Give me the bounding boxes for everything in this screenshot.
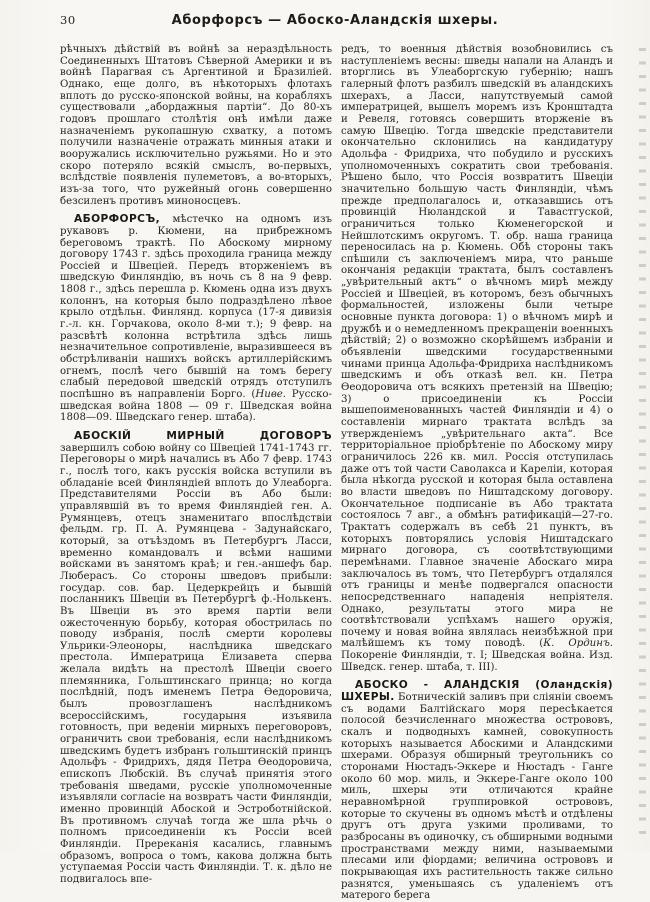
right-column bbox=[341, 44, 613, 902]
entry-headword: АБОСКО - АЛАНДСКІЯ (Оландскія) ШХЕРЫ. bbox=[341, 679, 613, 704]
citation-author: Ниве. bbox=[255, 389, 287, 401]
continuation-paragraph bbox=[341, 44, 613, 673]
entry-headword: АБОРФОРСЪ, bbox=[74, 213, 161, 226]
entry-aborfors bbox=[60, 214, 332, 424]
page-number: 30 bbox=[60, 13, 76, 27]
body-text: редъ, то военныя дѣйствія возобновились съ наступленіемъ весны: шведы напали на Аландъ и вторглись въ Улеаборгскую губернію; нашъ галерный флотъ разбилъ шведскій въ аландскихъ шхерахъ, а Ласси, напутствуемый самой императрицей, вышелъ моремъ изъ Кронштадта и Ревеля, готовясь совершить вторженіе въ самую Швецію. Тогда шведскіе представители окончательно склонились на кандидатуру Адольфа - Фридриха, что побудило и русскихъ уполномоченныхъ сократить свои требованія. Рѣшено было, что Россія возвратитъ Швеціи значительно большую часть Финляндіи, чѣмъ прежде предполагалось и, отказавшись отъ провинцій Нюландской и Тавастгуской, ограничиться только Кюменегорской и Нейшлотскимъ округомъ. Т. обр. наша граница переносилась на р. Кюмень. Обѣ стороны такъ спѣшили съ заключеніемъ мира, что раньше окончанія редакціи трактата, былъ составленъ „увѣрительный актъ“ о вѣчномъ мирѣ между Россіей и Швеціей, въ которомъ, безъ обычныхъ формальностей, изложены были четыре основные пункта договора: 1) о вѣчномъ мирѣ и дружбѣ и о немедленномъ прекращеніи военныхъ дѣйствій; 2) о возможно скорѣйшемъ избраніи и объявленіи шведскими государственными чинами принца Адольфа-Фридриха наслѣдникомъ шведскимъ и объ отказѣ вел. кн. Петра Ѳеодоровича отъ всякихъ претензій на Швецію; 3) о присоединеніи къ Россіи вышепоименованныхъ частей Финляндіи и 4) о составленіи мирнаго трактата вслѣдъ за утвержденіемъ „увѣрительнаго акта“. Все территоріальное пріобрѣтеніе по Абоскому миру ограничилось 226 кв. мил. Россія отступилась даже отъ той части Саволакса и Кареліи, которая была нѣкогда русской и которая была оставлена во власти шведовъ по Ништадскому договору. Окончательное подписаніе въ Або трактата состоялось 7 авг., а обмѣнъ ратификацій—27-го. Трактатъ содержалъ въ себѣ 21 пунктъ, въ которыхъ повторялись условія Ништадскаго мирнаго договора, съ соотвѣтствующими перемѣнами. Главное значеніе Абоскаго мира заключалось въ томъ, что Петербургъ отдалялся отъ границы и менѣе подвергался опасности непосредственнаго нападенія непріятеля. Однако, результаты этого мира не соотвѣтствовали успѣхамъ нашего оружія, почему и новая война являлась неизбѣжной при малѣйшемъ къ тому поводѣ. ( bbox=[341, 44, 613, 650]
citation-author: К. Ординъ. bbox=[543, 638, 613, 650]
left-column bbox=[60, 44, 332, 902]
text-columns bbox=[60, 44, 613, 902]
entry-abo-treaty bbox=[60, 431, 332, 886]
scan-edge-artifacts bbox=[639, 48, 646, 844]
entry-body-text: мѣстечко на одномъ изъ рукавовъ р. Кюмени, на прибрежномъ береговомъ трактѣ. По Абоскому мирному договору 1743 г. здѣсь проходила граница между Россіей и Швеціей. Передъ вторженіемъ въ шведскую Финляндію, въ ночь съ 8 на 9 февр. 1808 г., здѣсь перешла р. Кюмень одна изъ двухъ колоннъ, на которыя было подраздѣлено лѣвое крыло отдѣльн. Финлянд. корпуса (17-я дивизія г.-л. кн. Горчакова, около 8-ми т.); 9 февр. на разсвѣтѣ колонна встрѣтила здѣсь лишь незначительное сопротивленіе, выразившееся въ обстрѣливаніи нашихъ войскъ артиллерійскимъ огнемъ, послѣ чего бывшій на томъ берегу слабый передовой шведскій отрядъ отступилъ поспѣшно въ направленіи Борго. ( bbox=[60, 214, 332, 401]
entry-headword: АБОСКІЙ МИРНЫЙ ДОГОВОРЪ bbox=[74, 430, 332, 442]
entry-body-text: завершилъ собою войну со Швеціей 1741-1743 гг. Переговоры о мирѣ начались въ Або 7 февр. 1743 г., послѣ того, какъ русскія войска вступили въ обладаніе всей Финляндіей вплоть до Улеаборга. Представителями Россіи въ Або были: управлявшій въ то время Финляндіей ген. А. Румянцевъ, отецъ знаменитаго впослѣдствіи фельдм. гр. П. А. Румянцева - Задунайскаго, который, за отъѣздомъ въ Петербургъ Ласси, временно командовалъ и всѣми нашими войсками въ занятомъ краѣ; и ген.-аншефъ бар. Люберасъ. Со стороны шведовъ прибыли: государ. сов. бар. Цедеркрейцъ и бывшій посланникъ Швеціи въ Петербургѣ ф.-Нолькенъ. Въ Швеціи въ это время партіи вели ожесточенную борьбу, которая обострилась по поводу избранія, послѣ смерти королевы Ульрики-Элеоноры, наслѣдника шведскаго престола. Императрица Елизавета сперва желала видѣть на престолѣ Швеціи своего племянника, Гольштинскаго принца; но когда послѣдній, подъ именемъ Петра Ѳедоровича, былъ провозглашенъ наслѣдникомъ всероссійскимъ, государыня изъявила готовность, при веденіи мирныхъ переговоровъ, ограничить свои требованія, если наслѣдникомъ шведскимъ будетъ избранъ гольштинскій принцъ Адольфъ - Фридрихъ, дядя Петра Ѳеодоровича, епископъ Любскій. Въ случаѣ принятія этого требованія шведами, русскіе уполномоченные изъявляли согласіе на возвратъ части Финляндіи, именно провинцій Абоской и Эстроботнійской. Въ противномъ случаѣ тогда же шла рѣчь о полномъ присоединеніи къ Россіи всей Финляндіи. Пререканія касались, главнымъ образомъ, вопроса о томъ, какова должна быть уступаемая Россіи часть Финляндіи. Т. к. дѣло не подвигалось впе- bbox=[60, 442, 332, 885]
entry-abo-aland-skerries bbox=[341, 680, 613, 901]
continuation-paragraph bbox=[60, 44, 332, 207]
running-title: Аборфорсъ — Абоско-Аландскія шхеры. bbox=[171, 13, 499, 28]
page-header bbox=[60, 13, 610, 31]
entry-body-text: Ботническій заливъ при сліяніи своемъ съ водами Балтійскаго моря пересѣкается полосой безчисленнаго множества острововъ, скалъ и подводныхъ камней, совокупность которыхъ называется Абоскими и Аландскими шхерами. Образуя обширный треугольникъ со сторонами Нюстадъ-Эккере и Нюстадъ - Ганге около 60 мор. миль, и Эккере-Ганге около 100 миль, шхеры эти отличаются крайне неравномѣрной группировкой острововъ, которые то скучены въ одномъ мѣстѣ и отдѣлены другъ отъ друга узкими проливами, то разбросаны въ одиночку, съ обширными водными пространствами между ними, называемыми плесами или фіордами; величина острововъ и покрывающая ихъ растительность также сильно разнятся, уменьшаясь съ удаленіемъ отъ матерого берега bbox=[341, 692, 613, 902]
citation-text: Покореніе Финляндіи, т. I; Шведская война. Изд. Шведск. генер. штаба, т. III). bbox=[341, 650, 613, 673]
citation-text: Русско-шведская война 1808 — 09 г. Шведская война 1808—09. Шведскаго генер. штаба). bbox=[60, 389, 332, 424]
body-text: рѣчныхъ дѣйствій въ войнѣ за нераздѣльность Соединенныхъ Штатовъ Сѣверной Америки и въ войнѣ Парагвая съ Аргентиной и Бразиліей. Однако, еще долго, въ нѣкоторыхъ флотахъ вплоть до русско-японской войны, на корабляхъ существовали „абордажныя партіи“. До 80-хъ годовъ прошлаго столѣтія онѣ имѣли даже назначеніемъ рукопашную схватку, а потомъ получили назначеніе отражать минныя атаки и вооружались исключительно ружьями. Но и это скоро потеряло всякій смыслъ, во-первыхъ, вслѣдствіе появленія пулеметовъ, а во-вторыхъ, изъ-за того, что ружейный огонь совершенно безсиленъ противъ миноносцевъ. bbox=[60, 44, 332, 207]
